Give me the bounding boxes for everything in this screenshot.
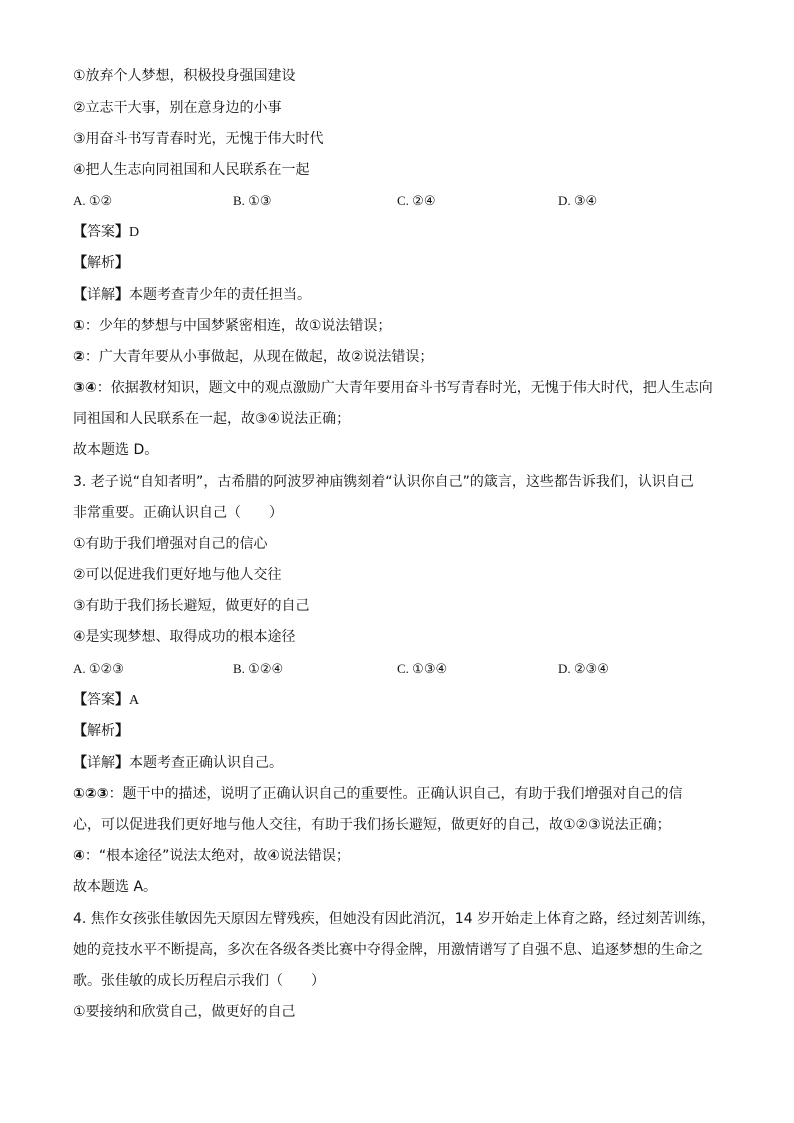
- analysis-text: ：少年的梦想与中国梦紧密相连，故①说法错误；: [84, 318, 392, 334]
- q4-stem-line-1: 4. 焦作女孩张佳敏因先天原因左臂残疾，但她没有因此消沉，14 岁开始走上体育之路，经过刻苦训练，: [73, 911, 716, 927]
- q3-option-b: B. ①②④: [233, 661, 284, 676]
- answer-value: D: [129, 225, 140, 240]
- bracket-left: 【: [73, 692, 87, 708]
- bracket-left: 【: [73, 255, 87, 271]
- q2-analysis: [73, 254, 129, 272]
- q2-option-d: D. ③④: [558, 193, 598, 208]
- q4-item-1: ①要接纳和欣赏自己，做更好的自己: [73, 1004, 296, 1020]
- q3-analysis-line-3: [73, 847, 733, 865]
- analysis-text: ：广大青年要从小事做起，从现在做起，故②说法错误；: [84, 349, 434, 365]
- q2-item-2: ②立志干大事，别在意身边的小事: [73, 100, 282, 116]
- q2-option-a: A. ①②: [73, 193, 113, 208]
- q3-item-4: ④是实现梦想、取得成功的根本途径: [73, 629, 296, 645]
- q2-answer: [73, 223, 139, 242]
- q3-detail: [73, 754, 283, 772]
- q2-analysis-line-2: [73, 348, 733, 366]
- q2-option-c: C. ②④: [397, 193, 436, 208]
- q4-stem-line-3: 歌。张佳敏的成长历程启示我们（ ）: [73, 973, 325, 989]
- answer-value: A: [129, 693, 140, 708]
- bracket-right: 】: [115, 755, 129, 771]
- q3-analysis-line-2: 心，可以促进我们更好地与他人交往，有助于我们扬长避短，做更好的自己，故①②③说法正确；: [73, 817, 671, 833]
- analysis-text: ：题干中的描述，说明了正确认识自己的重要性。正确认识自己，有助于我们增强对自己的信: [108, 786, 683, 802]
- q2-options: [73, 192, 733, 210]
- detail-text: 本题考查正确认识自己。: [129, 755, 283, 771]
- q2-detail: [73, 286, 311, 304]
- q3-item-3: ③有助于我们扬长避短，做更好的自己: [73, 598, 310, 614]
- detail-label: 详解: [87, 755, 115, 771]
- q2-item-1: ①放弃个人梦想，积极投身强国建设: [73, 68, 296, 84]
- answer-label: 答案: [87, 692, 115, 708]
- analysis-mark: ①: [73, 318, 85, 334]
- analysis-text: ：依据教材知识，题文中的观点激励广大青年要用奋斗书写青春时光，无愧于伟大时代，把人生志向: [96, 380, 713, 396]
- q3-analysis-line-1: [73, 785, 733, 803]
- analysis-mark: ④: [73, 848, 85, 864]
- q3-stem-line-1: 3. 老子说“自知者明”，古希腊的阿波罗神庙镌刻着“认识你自己”的箴言，这些都告诉我们，认识自己: [73, 474, 694, 490]
- q3-options: [73, 660, 733, 678]
- q3-analysis: [73, 722, 129, 740]
- q3-option-a: A. ①②③: [73, 661, 124, 676]
- q3-option-c: C. ①③④: [397, 661, 448, 676]
- bracket-left: 【: [73, 723, 87, 739]
- analysis-text: ：“根本途径”说法太绝对，故④说法错误；: [84, 848, 350, 864]
- bracket-right: 】: [115, 287, 129, 303]
- analysis-mark: ③④: [73, 380, 97, 396]
- q3-answer: [73, 691, 139, 710]
- bracket-left: 【: [73, 287, 87, 303]
- q3-item-2: ②可以促进我们更好地与他人交往: [73, 567, 282, 583]
- detail-label: 详解: [87, 287, 115, 303]
- q3-option-d: D. ②③④: [558, 661, 609, 676]
- q2-analysis-line-3: [73, 379, 733, 397]
- q3-conclusion: 故本题选 A。: [73, 879, 158, 895]
- bracket-right: 】: [115, 255, 129, 271]
- analysis-label: 解析: [87, 255, 115, 271]
- analysis-mark: ②: [73, 349, 85, 365]
- q4-stem-line-2: 她的竞技水平不断提高，多次在各级各类比赛中夺得金牌，用激情谱写了自强不息、追逐梦想的生命之: [73, 942, 703, 958]
- detail-text: 本题考查青少年的责任担当。: [129, 287, 311, 303]
- analysis-label: 解析: [87, 723, 115, 739]
- bracket-left: 【: [73, 755, 87, 771]
- q2-analysis-line-1: [73, 317, 733, 335]
- q2-conclusion: 故本题选 D。: [73, 442, 159, 458]
- analysis-mark: ①②③: [73, 786, 109, 802]
- q3-item-1: ①有助于我们增强对自己的信心: [73, 536, 268, 552]
- bracket-right: 】: [115, 224, 129, 240]
- q2-option-b: B. ①③: [233, 193, 272, 208]
- bracket-right: 】: [115, 723, 129, 739]
- bracket-left: 【: [73, 224, 87, 240]
- answer-label: 答案: [87, 224, 115, 240]
- q3-stem-line-2: 非常重要。正确认识自己（ ）: [73, 505, 283, 521]
- q2-item-3: ③用奋斗书写青春时光，无愧于伟大时代: [73, 131, 324, 147]
- bracket-right: 】: [115, 692, 129, 708]
- q2-analysis-line-4: 同祖国和人民联系在一起，故③④说法正确；: [73, 411, 351, 427]
- q2-item-4: ④把人生志向同祖国和人民联系在一起: [73, 162, 310, 178]
